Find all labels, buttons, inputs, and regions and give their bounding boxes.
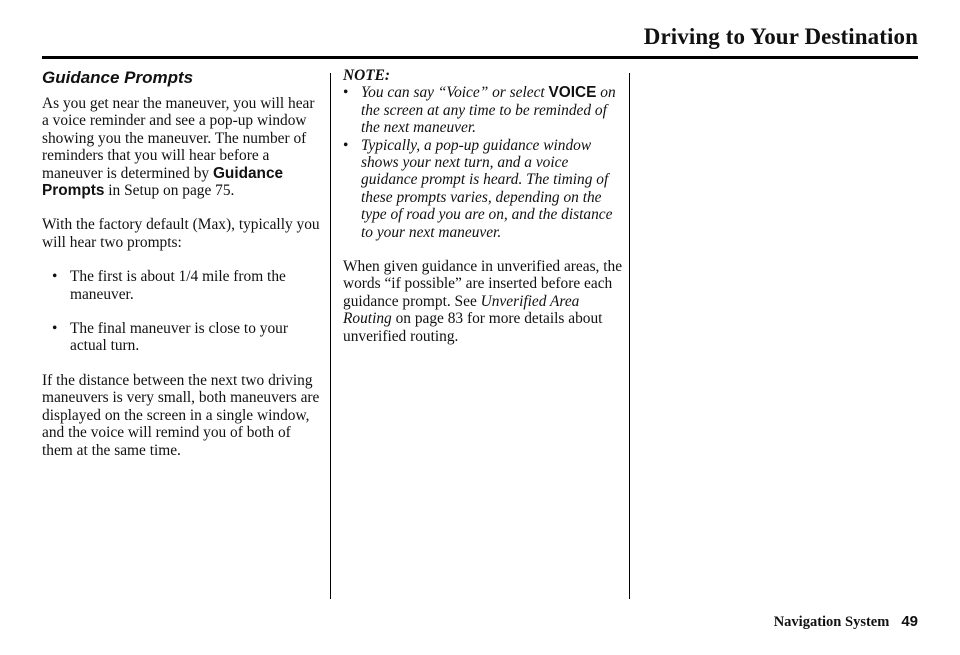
column-divider-left [330,73,331,599]
page-footer [774,613,918,631]
prompt-list [42,268,324,355]
unverified-area-routing-link: Unverified Area Routing [343,292,580,328]
default-paragraph: With the factory default (Max), typically you will hear two prompts: [42,216,320,251]
list-item-text: The final maneuver is close to your actual turn. [70,320,288,355]
page-number: 49 [901,613,918,630]
page-header-title: Driving to Your Destination [643,24,918,49]
footer-label: Navigation System [773,614,890,630]
header-rule [42,56,918,59]
intro-paragraph [42,95,324,199]
section-heading: Guidance Prompts [42,68,194,87]
note-item: • Typically, a pop-up guidance window shows your next turn, and a voice guidance prompt is heard. The timing of these prompts varies, depending on the type of road you are on, and the distance to your next maneuver. [343,136,613,241]
unverified-text: When given guidance in unverified areas, the words “if possible” are inserted before each guidance prompt. See [343,258,623,310]
note-text: You can say “Voice” or select [361,84,549,102]
note-title: NOTE: [343,67,391,84]
intro-text-end: in Setup on page 75. [104,182,235,200]
note-text: Typically, a pop-up guidance window shows your next turn, and a voice guidance prompt is heard. The timing of these prompts varies, depending on the type of road you are on, and the distance to your next maneuver. [361,136,613,241]
unverified-paragraph [343,258,625,345]
right-column [343,67,625,345]
unverified-text-end: on page 83 for more details about unverified routing. [343,310,603,345]
note-list [343,84,625,241]
note-text-end: on the screen at any time to be reminded of the next maneuver. [361,84,616,137]
voice-term: VOICE [548,84,597,102]
list-item: • The first is about 1/4 mile from the maneuver. [52,268,286,303]
left-column [42,67,324,459]
note-item: • You can say “Voice” or select VOICE on the screen at any time to be reminded of the next maneuver. [343,84,616,137]
list-item: • The final maneuver is close to your actual turn. [52,320,288,355]
list-item-text: The first is about 1/4 mile from the maneuver. [70,268,286,303]
column-divider-right [629,73,630,599]
guidance-prompts-term: Guidance Prompts [42,164,284,200]
distance-paragraph: If the distance between the next two driving maneuvers is very small, both maneuvers are displayed on the screen in a single window, and the voice will remind you of both of them at the same time. [42,371,320,459]
intro-text: As you get near the maneuver, you will hear a voice reminder and see a pop-up window showing you the maneuver. The number of reminders that you will hear before a maneuver is determined by [42,95,315,182]
